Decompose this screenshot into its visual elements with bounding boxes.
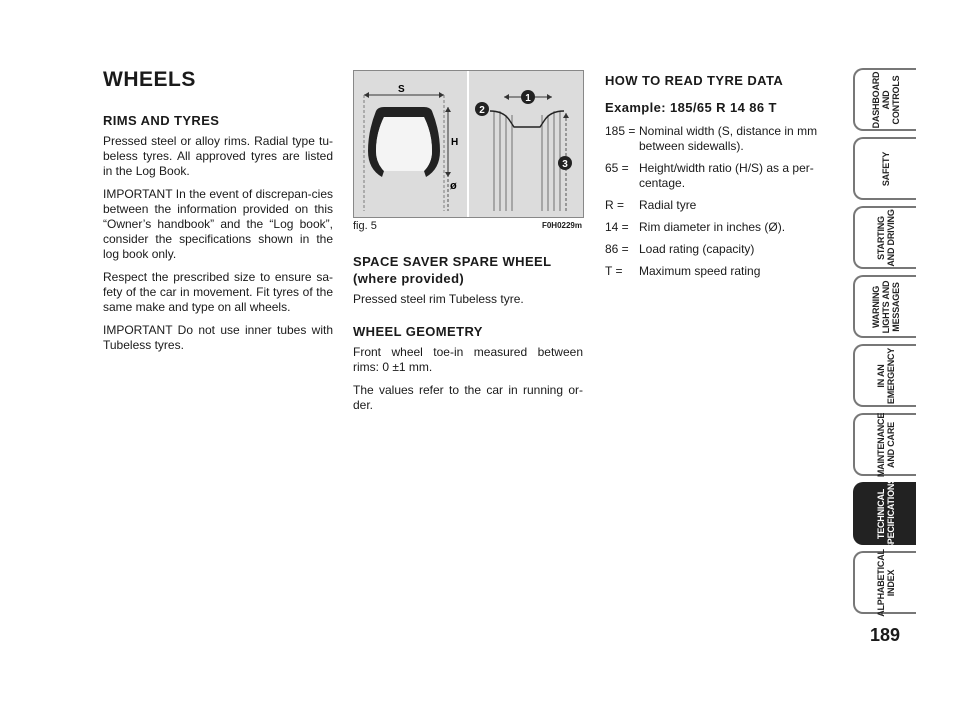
tab-in-an-emergency[interactable]: IN AN EMERGENCY [853, 344, 916, 407]
callout-3: 3 [562, 159, 568, 170]
list-item: 65 = Height/width ratio (H/S) as a per-centage. [605, 161, 814, 190]
column-spare-geometry [353, 253, 583, 421]
column-tyre-data [605, 72, 840, 286]
figure-code: F0H0229m [541, 221, 582, 230]
tab-technical-specifications[interactable]: TECHNICAL SPECIFICATIONS [853, 482, 916, 545]
subsection-title: WHEEL GEOMETRY [353, 324, 483, 339]
tab-alphabetical-index[interactable]: ALPHABETICAL INDEX [853, 551, 916, 614]
tab-dashboard-and-controls[interactable]: DASHBOARD AND CONTROLS [853, 68, 916, 131]
label-diameter: ø [450, 180, 457, 192]
label-s: S [398, 84, 405, 95]
tab-maintenance-and-care[interactable]: MAINTENANCE AND CARE [853, 413, 916, 476]
section-title: WHEELS [103, 68, 196, 91]
paragraph: Front wheel toe-in measured between rims: 0 ±1 mm. [353, 345, 583, 374]
callout-2: 2 [479, 105, 485, 116]
paragraph: IMPORTANT In the event of discrepan-cies between the information provided on this “Owner’s handbook” and the “Log book”, consider the specifications shown in the log book only. [103, 187, 333, 261]
paragraph: The values refer to the car in running or-der. [353, 383, 583, 412]
list-item: 14 = Rim diameter in inches (Ø). [605, 220, 786, 234]
subsection-title: HOW TO READ TYRE DATA [605, 73, 784, 88]
tyre-diagram [353, 70, 584, 218]
subsection-title: SPACE SAVER SPARE WHEEL (where provided) [353, 254, 552, 286]
example-line: Example: 185/65 R 14 86 T [605, 100, 777, 115]
paragraph: IMPORTANT Do not use inner tubes with Tubeless tyres. [103, 323, 333, 352]
tyre-data-list [605, 124, 840, 279]
callout-1: 1 [525, 93, 531, 104]
label-h: H [451, 137, 459, 148]
figure-number: fig. 5 [353, 220, 377, 232]
paragraph: Respect the prescribed size to ensure sa-fety of the car in movement. Fit tyres of the same make and type on all wheels. [103, 270, 333, 314]
figure-caption [353, 220, 582, 232]
tab-safety[interactable]: SAFETY [853, 137, 916, 200]
tab-starting-and-driving[interactable]: STARTING AND DRIVING [853, 206, 916, 269]
subsection-title: RIMS AND TYRES [103, 113, 220, 128]
list-item: T = Maximum speed rating [605, 264, 761, 278]
list-item: 86 = Load rating (capacity) [605, 242, 755, 256]
list-item: 185 = Nominal width (S, distance in mm between sidewalls). [605, 124, 818, 153]
paragraph: Pressed steel or alloy rims. Radial type tu-beless tyres. All approved tyres are listed in the Log Book. [103, 134, 333, 178]
column-rims [103, 68, 333, 361]
page-number: 189 [869, 625, 901, 645]
list-item: R = Radial tyre [605, 198, 697, 212]
tab-warning-lights[interactable]: WARNING LIGHTS AND MESSAGES [853, 275, 916, 338]
paragraph: Pressed steel rim Tubeless tyre. [353, 292, 524, 306]
